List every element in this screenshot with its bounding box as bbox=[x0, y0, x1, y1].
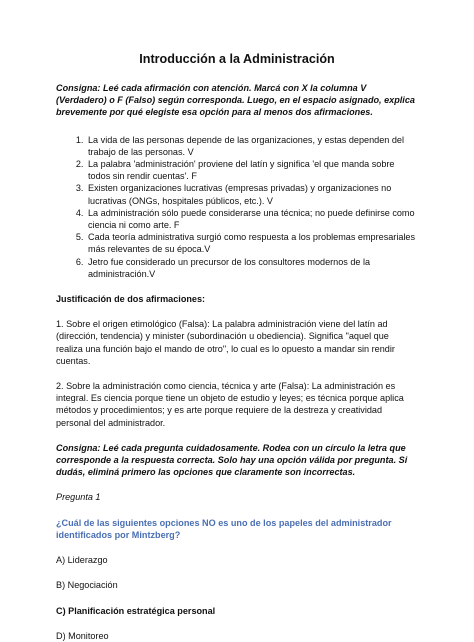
justification-paragraph: 1. Sobre el origen etimológico (Falsa): La palabra administración viene del latín ad (dirección, tendencia) y minister (subordinación u obediencia). Significa "aquel que realiza una función bajo el mando de otro", lo cual es lo opuesto a mandar sin rendir cuentas. bbox=[56, 319, 395, 366]
page-title: Introducción a la Administración bbox=[139, 52, 335, 66]
answer-option: A) Liderazgo bbox=[56, 555, 108, 566]
justification-paragraph: 2. Sobre la administración como ciencia, técnica y arte (Falsa): La administración es integral. Es ciencia porque tiene un objeto de estudio y leyes; es técnica porque aplica métodos y procedimientos; y es arte porque requiere de la destreza y creatividad personal del administrador. bbox=[56, 381, 404, 428]
answer-option: B) Negociación bbox=[56, 580, 118, 591]
statement-list bbox=[56, 134, 418, 280]
statement-item: 4. La administración sólo puede considerarse una técnica; no puede definirse como ciencia ni como arte. F bbox=[86, 207, 418, 231]
question-number: Pregunta 1 bbox=[56, 492, 101, 503]
answer-option: D) Monitoreo bbox=[56, 630, 109, 641]
statement-item: 1. La vida de las personas depende de las organizaciones, y estas dependen del trabajo de las personas. V bbox=[86, 134, 418, 158]
statement-item: 2. La palabra 'administración' proviene del latín y significa 'el que manda sobre todos sin rendir cuentas'. F bbox=[86, 158, 418, 182]
statement-item: 3. Existen organizaciones lucrativas (empresas privadas) y organizaciones no lucrativas (ONGs, hospitales públicos, etc.). V bbox=[86, 182, 418, 206]
statement-item: 5. Cada teoría administrativa surgió como respuesta a los problemas empresariales más relevantes de su época.V bbox=[86, 231, 418, 255]
question-text: ¿Cuál de las siguientes opciones NO es uno de los papeles del administrador identificados por Mintzberg? bbox=[56, 517, 392, 540]
answer-option-correct: C) Planificación estratégica personal bbox=[56, 605, 216, 616]
instruction-paragraph: Consigna: Leé cada afirmación con atención. Marcá con X la columna V (Verdadero) o F (Falso) según corresponda. Luego, en el espacio asignado, explica brevemente por qué elegiste esa opción para al menos dos afirmaciones. bbox=[56, 83, 415, 118]
instruction-paragraph: Consigna: Leé cada pregunta cuidadosamente. Rodea con un círculo la letra que corresponde a la respuesta correcta. Solo hay una opción válida por pregunta. Si dudás, eliminá primero las opciones que claramente son incorrectas. bbox=[56, 442, 408, 478]
justification-heading: Justificación de dos afirmaciones: bbox=[56, 294, 206, 305]
statement-item: 6. Jetro fue considerado un precursor de los consultores modernos de la administración.V bbox=[86, 256, 418, 280]
